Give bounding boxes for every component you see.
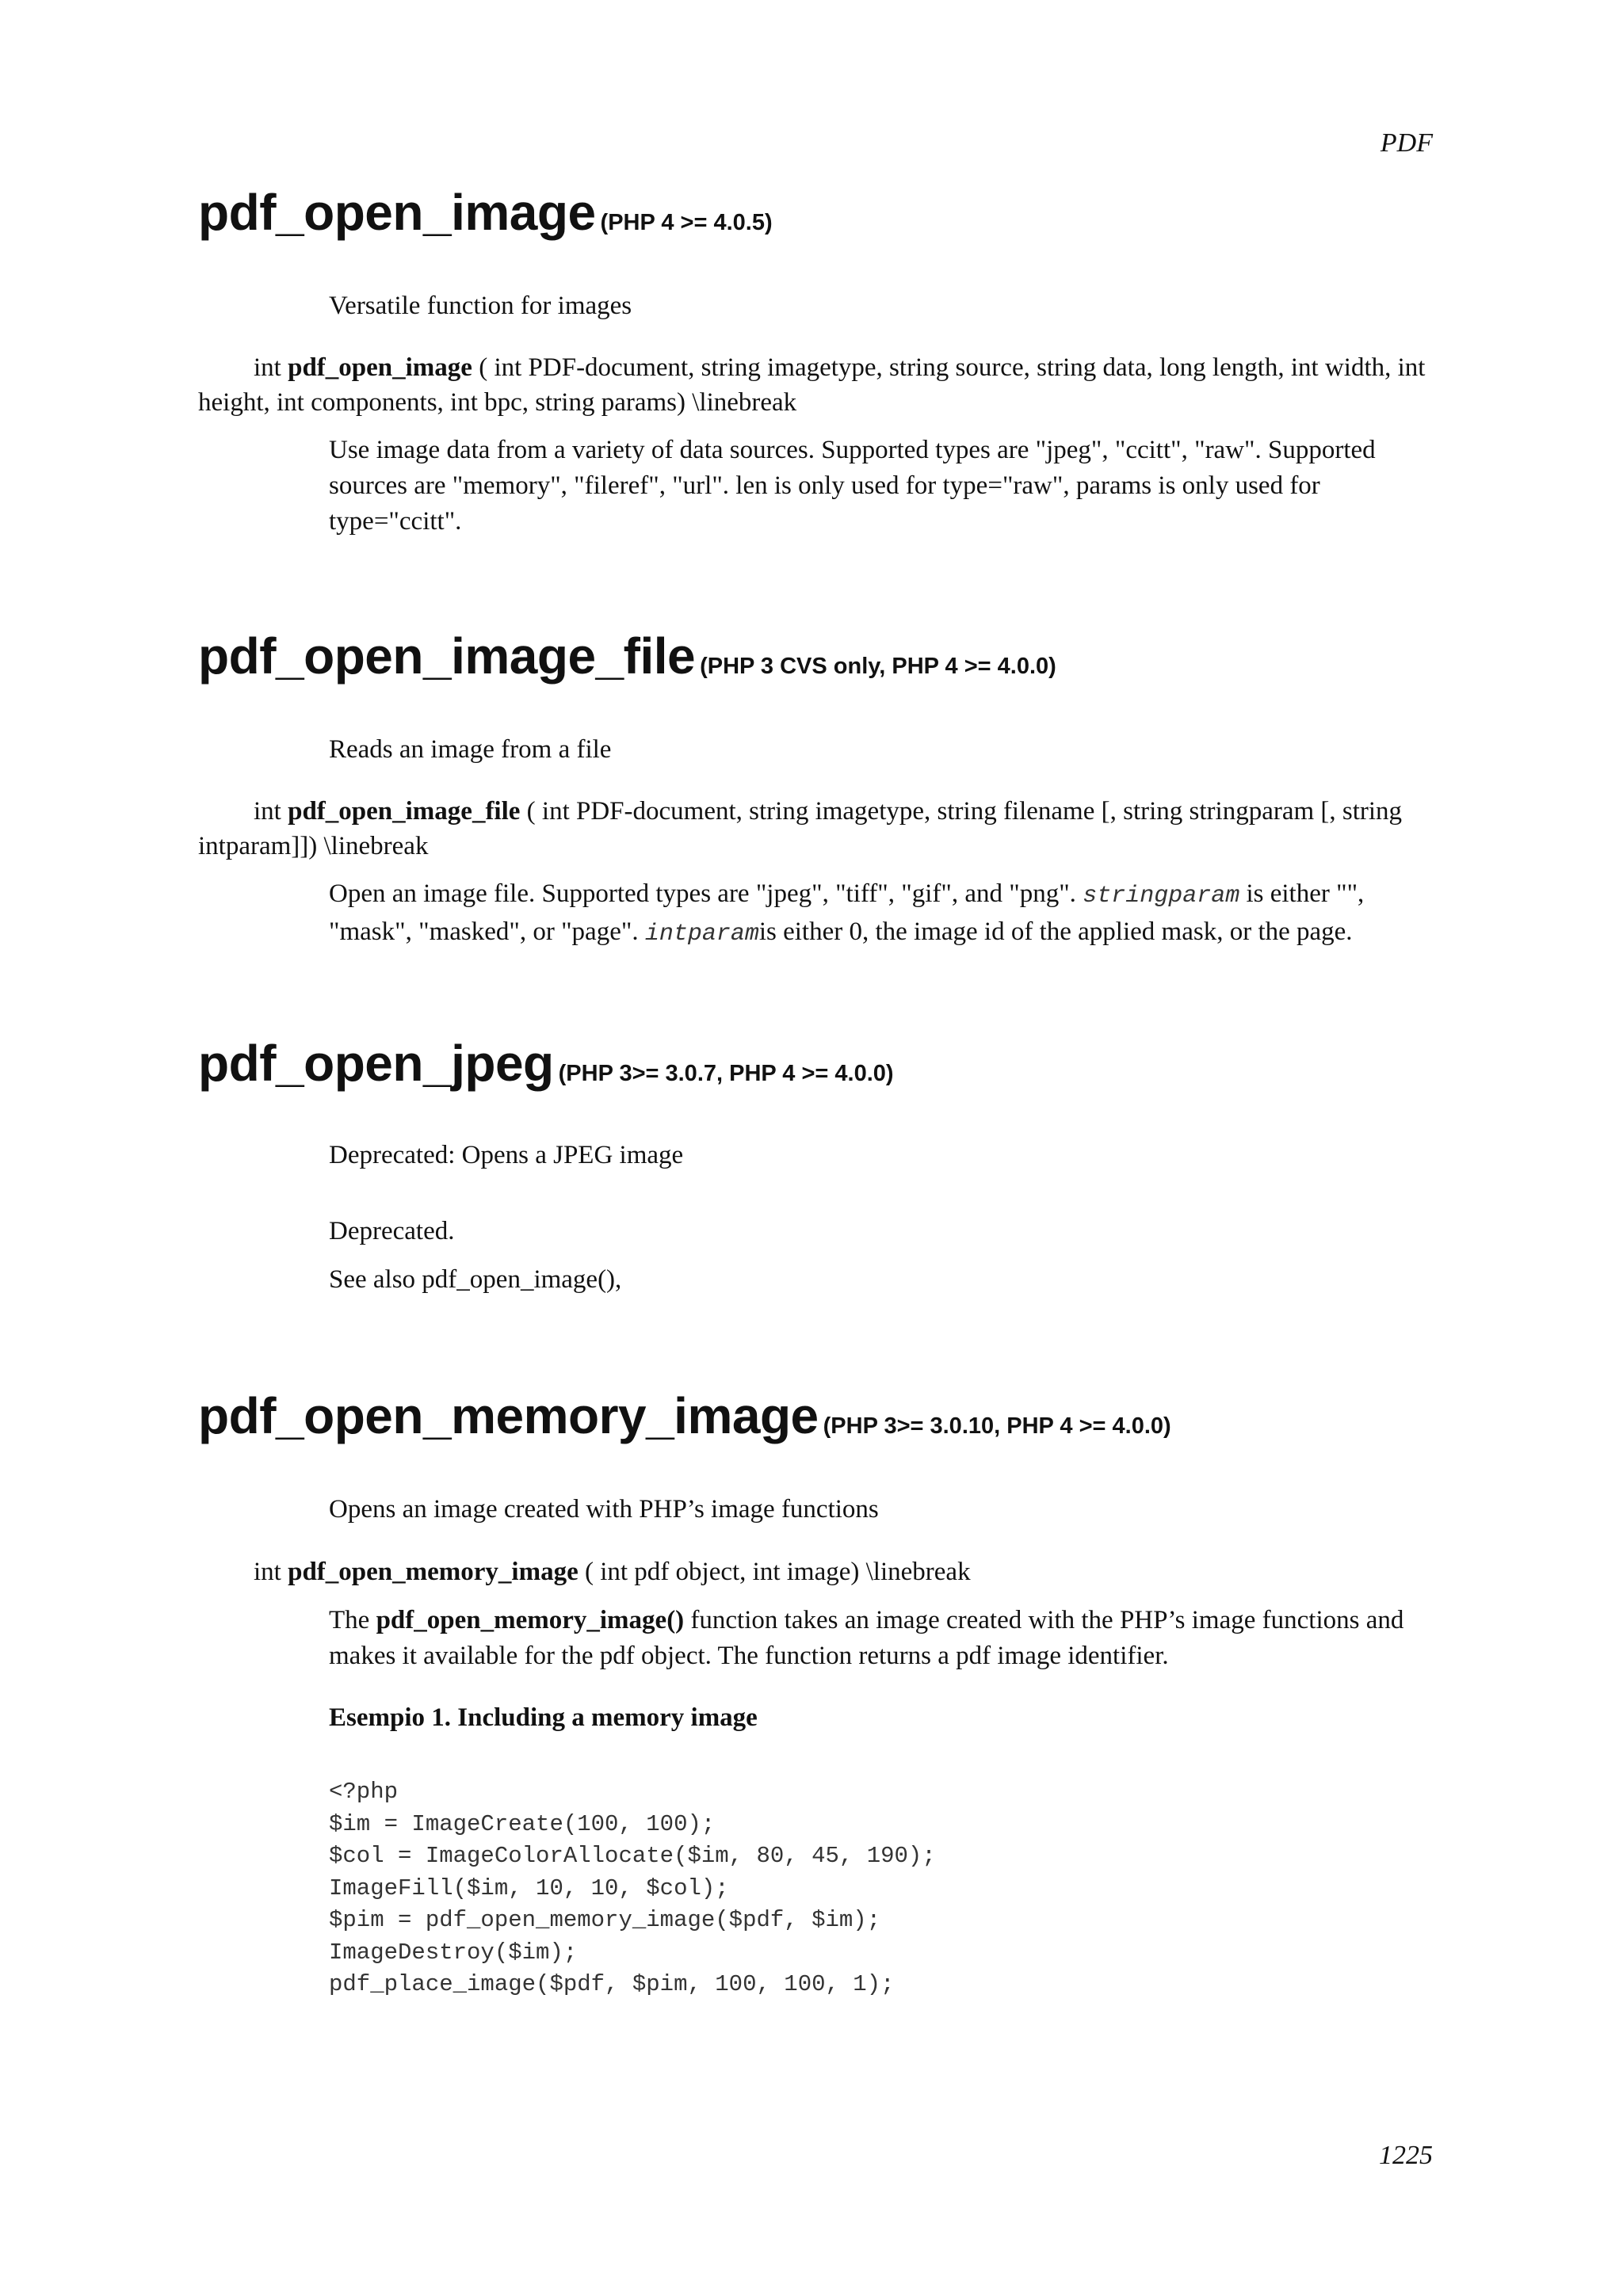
entry-pdf-open-memory-image (198, 1387, 1434, 2001)
description-text: The (329, 1606, 376, 1634)
description-text: Open an image file. Supported types are "jpeg", "tiff", "gif", and "png". (329, 879, 1083, 908)
function-heading (198, 1387, 1434, 1444)
synopsis-function-name: pdf_open_memory_image (288, 1558, 579, 1586)
parameter-intparam: intparam (644, 921, 759, 948)
synopsis-return-type: int (254, 353, 281, 382)
function-description: Deprecated. (329, 1217, 455, 1245)
function-name: pdf_open_jpeg (198, 1035, 554, 1092)
function-purpose: Deprecated: Opens a JPEG image (329, 1141, 684, 1169)
synopsis-return-type: int (254, 797, 281, 826)
function-description: Use image data from a variety of data sources. Supported types are "jpeg", "ccitt", "raw". Supported sources are "memory", "fileref", "url". len is only used for type="raw", params is only used for type="ccitt". (329, 436, 1376, 536)
function-synopsis (198, 350, 1434, 420)
function-purpose: Opens an image created with PHP’s image functions (329, 1495, 879, 1524)
function-purpose: Reads an image from a file (329, 735, 612, 764)
function-synopsis (198, 1554, 1434, 1589)
function-version: (PHP 3>= 3.0.10, PHP 4 >= 4.0.0) (823, 1413, 1171, 1439)
entry-pdf-open-image-file (198, 627, 1434, 952)
function-version: (PHP 3 CVS only, PHP 4 >= 4.0.0) (700, 654, 1056, 679)
code-line: ImageDestroy($im); (329, 1939, 578, 1966)
function-name: pdf_open_image (198, 184, 596, 241)
running-header: PDF (1380, 128, 1433, 158)
synopsis-arguments: ( int pdf object, int image) \linebreak (578, 1558, 971, 1586)
code-line: $pim = pdf_open_memory_image($pdf, $im); (329, 1907, 881, 1933)
synopsis-function-name: pdf_open_image_file (288, 797, 521, 826)
page-number: 1225 (1379, 2141, 1433, 2170)
synopsis-function-name: pdf_open_image (288, 353, 472, 382)
function-description (329, 1603, 1434, 1674)
function-version: (PHP 3>= 3.0.7, PHP 4 >= 4.0.0) (558, 1061, 894, 1086)
function-name: pdf_open_image_file (198, 627, 696, 685)
synopsis-arguments: ( int PDF-document, string imagetype, string filename [, string stringparam [, string intparam]]) \linebreak (198, 797, 1403, 860)
see-also: See also pdf_open_image(), (329, 1265, 622, 1294)
code-line: $im = ImageCreate(100, 100); (329, 1810, 716, 1837)
synopsis-return-type: int (254, 1558, 281, 1586)
code-line: pdf_place_image($pdf, $pim, 100, 100, 1); (329, 1971, 895, 1997)
function-version: (PHP 4 >= 4.0.5) (600, 210, 773, 235)
code-line: ImageFill($im, 10, 10, $col); (329, 1875, 729, 1901)
function-heading (198, 627, 1434, 685)
description-text: function takes an image created with the PHP’s image functions and makes it available for the pdf object. The function returns a pdf image identifier. (329, 1606, 1404, 1670)
function-heading (198, 1035, 1434, 1092)
code-line: $col = ImageColorAllocate($im, 80, 45, 190); (329, 1843, 936, 1869)
code-line: <?php (329, 1779, 399, 1805)
function-name: pdf_open_memory_image (198, 1387, 819, 1444)
synopsis-arguments: ( int PDF-document, string imagetype, string source, string data, long length, int width, int height, int components, int bpc, string params) \linebreak (198, 353, 1426, 417)
function-description (329, 876, 1434, 952)
parameter-stringparam: stringparam (1083, 883, 1240, 910)
function-heading (198, 184, 1434, 241)
entry-pdf-open-jpeg (198, 1035, 1434, 1298)
entry-pdf-open-image (198, 184, 1434, 540)
function-purpose: Versatile function for images (329, 292, 632, 320)
function-synopsis (198, 794, 1434, 864)
example-title: Esempio 1. Including a memory image (329, 1703, 758, 1732)
description-text: is either 0, the image id of the applied mask, or the page. (758, 917, 1353, 946)
code-block (329, 1776, 1434, 2001)
function-reference: pdf_open_memory_image() (376, 1606, 685, 1634)
description-text: is either "", "mask", "masked", or "page". (329, 879, 1365, 946)
